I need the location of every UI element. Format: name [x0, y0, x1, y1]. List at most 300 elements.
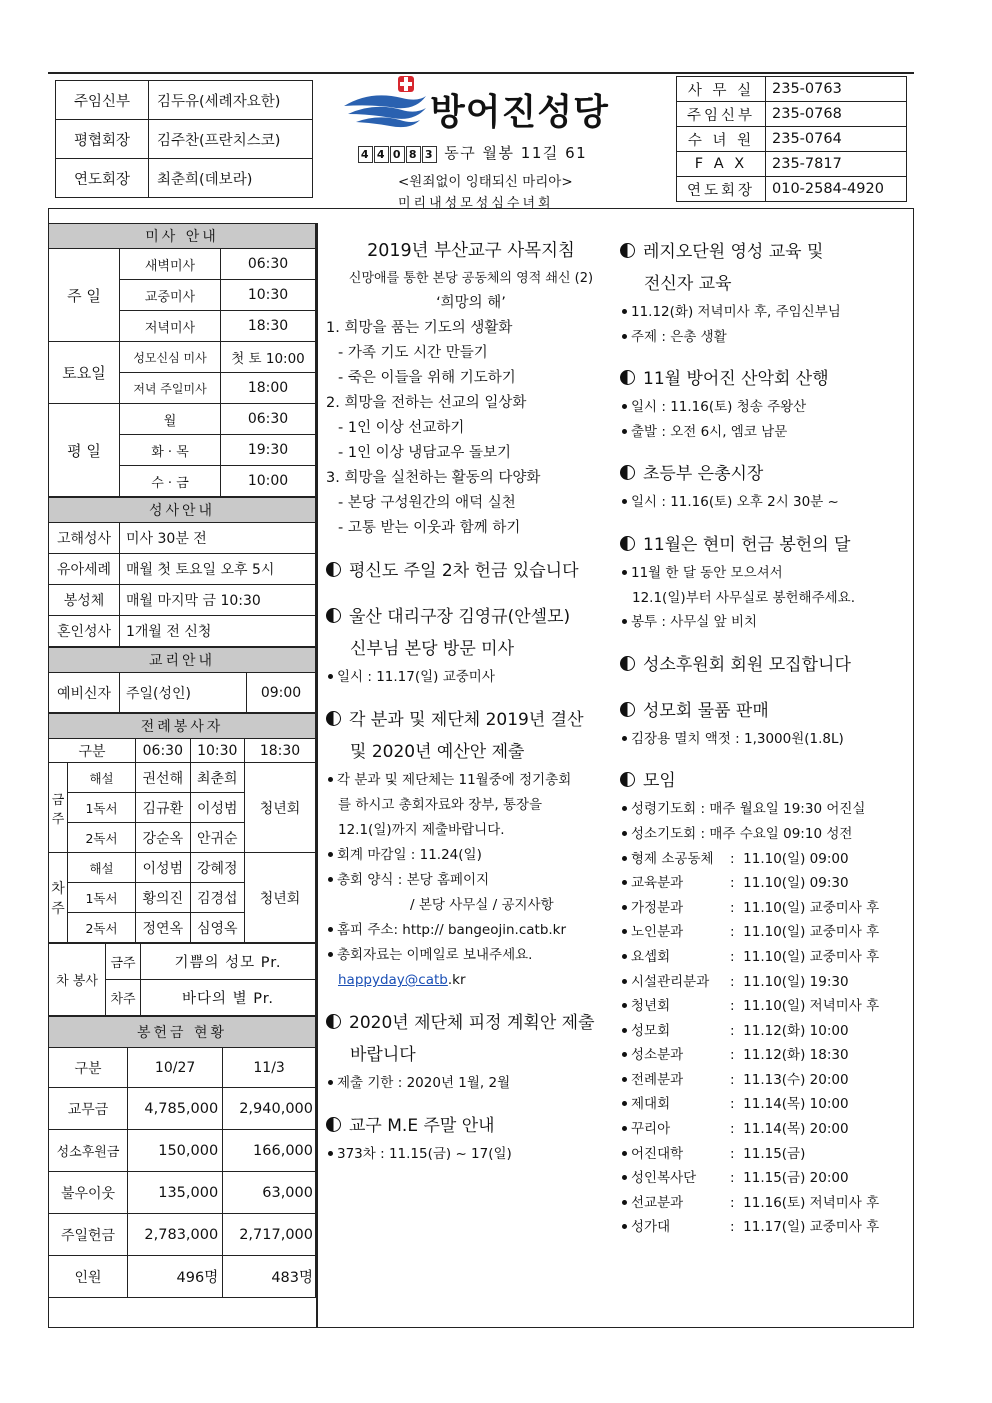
- half-circle-icon: [326, 1117, 341, 1132]
- mass-time: 18:00: [221, 373, 316, 404]
- notice-title: 레지오단원 영성 교육 및: [643, 242, 824, 262]
- notice-heading: [326, 1007, 616, 1039]
- notice-title-cont: 및 2020년 예산안 제출: [350, 742, 525, 762]
- meeting-group: 청년회: [631, 998, 671, 1015]
- church-logo-icon: [340, 76, 430, 130]
- bullet-icon: [328, 1080, 333, 1085]
- bullet-icon: [622, 1003, 627, 1008]
- servers-table: [48, 713, 316, 943]
- bullet: [620, 325, 910, 350]
- bullet-text: 총회자료는 이메일로 보내주세요.: [337, 947, 533, 963]
- guideline-subitem: - 본당 구성원간의 애덕 실천: [338, 495, 516, 511]
- offering-amount: 63,000: [223, 1172, 316, 1214]
- notice-title: 11월 방어진 산악회 산행: [643, 369, 829, 390]
- notice-heading: [620, 695, 910, 727]
- bullet-text: 12.1(일)부터 사무실로 봉헌해주세요.: [632, 589, 855, 606]
- value-pastor: 김두유(세례자요한): [149, 81, 313, 120]
- notice-title: 모임: [643, 771, 676, 792]
- meeting-group: 제대회: [631, 1096, 671, 1113]
- servers-col: 06:30: [136, 739, 190, 763]
- tea-group: 바다의 별 Pr.: [141, 980, 316, 1016]
- meeting-text: 성소기도회 : 매주 수요일 09:10 성전: [631, 825, 853, 842]
- doctrine-table: [48, 647, 316, 713]
- meeting-row: 선교분과 : 11.16(토) 저녁미사 후: [620, 1191, 910, 1216]
- server-name: 심영옥: [190, 913, 244, 943]
- server-name: 김규환: [136, 793, 190, 823]
- clergy-table: [55, 80, 313, 198]
- contact-label: 연도회장: [677, 177, 766, 202]
- sacrament-info: 매월 첫 토요일 오후 5시: [120, 554, 316, 585]
- mass-name: 저녁 주일미사: [120, 373, 221, 404]
- notice-title: 2020년 제단체 피정 계획안 제출: [349, 1013, 595, 1033]
- bullet-icon: [622, 1077, 627, 1082]
- tea-service-label: 차 봉사: [49, 944, 106, 1016]
- meeting-group: 요셉회: [631, 948, 671, 965]
- contact-table: [676, 76, 907, 202]
- meeting-group: 가정분과: [631, 899, 684, 916]
- server-role: 1독서: [68, 793, 136, 823]
- server-role: 해설: [68, 853, 136, 883]
- offering-amount: 2,783,000: [128, 1214, 223, 1256]
- sacrament-name: 혼인성사: [49, 616, 120, 647]
- half-circle-icon: [620, 370, 635, 385]
- meeting-time: 11.13(수) 20:00: [743, 1071, 849, 1088]
- bullet-text: 일시 : 11.17(일) 교중미사: [337, 669, 495, 685]
- contact-value: 010-2584-4920: [766, 177, 907, 202]
- pastoral-guideline-title: 2019년 부산교구 사목지침: [367, 241, 575, 261]
- label-pastor: 주임신부: [56, 81, 149, 120]
- contact-value: 235-0768: [766, 102, 907, 127]
- server-name: 최춘희: [190, 763, 244, 793]
- postcode-digit: 4: [358, 146, 373, 163]
- contact-label: 수 녀 원: [677, 127, 766, 152]
- tea-week: 금주: [106, 944, 141, 980]
- meeting-time: 11.14(목) 20:00: [743, 1121, 849, 1138]
- value-yeondo: 최춘희(데보라): [149, 159, 313, 198]
- meeting-row: 성모회 : 11.12(화) 10:00: [620, 1019, 910, 1044]
- homepage-url: 홈피 주소: http:// bangeojin.catb.kr: [337, 922, 567, 938]
- bullet-icon: [328, 877, 333, 882]
- bullet-text: 봉투 : 사무실 앞 비치: [631, 614, 758, 631]
- bullet: [326, 1071, 616, 1096]
- sacrament-name: 봉성체: [49, 585, 120, 616]
- bullet: [620, 610, 910, 635]
- half-circle-icon: [620, 465, 635, 480]
- meeting-list: [620, 847, 910, 1241]
- bullet-text: / 본당 사무실 / 공지사항: [410, 897, 554, 913]
- bullet: [620, 727, 910, 752]
- bullet: [620, 300, 910, 325]
- bullet-icon: [622, 736, 627, 741]
- bullet-text: 를 하시고 총회자료와 장부, 통장을: [338, 797, 543, 813]
- contact-value: 235-0764: [766, 127, 907, 152]
- bullet-icon: [622, 806, 627, 811]
- right-column: [620, 236, 910, 1240]
- bullet-icon: [622, 831, 627, 836]
- meeting-group: 성소분과: [631, 1047, 684, 1064]
- postcode-digit: 3: [422, 146, 437, 163]
- pastoral-guideline-sub: 신망애를 통한 본당 공동체의 영적 쇄신 (2): [348, 271, 594, 286]
- tea-service-table: [48, 943, 316, 1016]
- bullet-icon: [328, 1151, 333, 1156]
- meeting-time: 11.10(일) 교중미사 후: [743, 924, 880, 941]
- meeting-group: 노인분과: [631, 924, 684, 941]
- bullet-text: 일시 : 11.16(토) 청송 주왕산: [631, 399, 807, 416]
- offering-table: [48, 1016, 316, 1298]
- meeting-time: 11.12(화) 18:30: [743, 1047, 849, 1064]
- meeting-group: 어진대학: [631, 1145, 684, 1162]
- offering-item: 성소후원금: [49, 1130, 128, 1172]
- meeting-row: 성소분과 : 11.12(화) 18:30: [620, 1043, 910, 1068]
- offering-col: 11/3: [223, 1048, 316, 1088]
- church-name: 방어진성당: [430, 92, 609, 133]
- label-yeondo: 연도회장: [56, 159, 149, 198]
- contact-label: 사 무 실: [677, 77, 766, 102]
- bullet-icon: [622, 1224, 627, 1229]
- mass-time: 06:30: [221, 249, 316, 280]
- server-role: 1독서: [68, 883, 136, 913]
- doctrine-heading: 교리안내: [49, 648, 316, 673]
- bullet-text: 김장용 멸치 액젓 : 1,3000원(1.8L): [631, 730, 844, 747]
- server-name: 강혜정: [190, 853, 244, 883]
- sacrament-info: 1개월 전 신청: [120, 616, 316, 647]
- server-name: 안귀순: [190, 823, 244, 853]
- server-name: 권선해: [136, 763, 190, 793]
- meeting-row: 교육분과 : 11.10(일) 09:30: [620, 871, 910, 896]
- meeting-row: 시설관리분과 : 11.10(일) 19:30: [620, 970, 910, 995]
- middle-column: [326, 236, 616, 1167]
- email-link[interactable]: happyday@catb: [338, 972, 448, 988]
- bullet-icon: [622, 856, 627, 861]
- bullet: [620, 420, 910, 445]
- guideline-item: 3. 희망을 실천하는 활동의 다양화: [326, 470, 541, 486]
- notice-heading: [326, 1110, 616, 1142]
- this-week-label: 금주: [49, 763, 68, 853]
- catechumen-day: 주일(성인): [120, 673, 247, 713]
- bullet-icon: [622, 334, 627, 339]
- bullet: [326, 1142, 616, 1167]
- bullet-icon: [328, 852, 333, 857]
- meeting-time: 11.10(일) 저녁미사 후: [743, 998, 880, 1015]
- mass-time: 첫 토 10:00: [221, 342, 316, 373]
- mass-time: 10:00: [221, 466, 316, 497]
- postcode-digit: 0: [390, 146, 405, 163]
- meeting-time: 11.10(일) 09:00: [743, 850, 849, 867]
- mass-day: 수 · 금: [120, 466, 221, 497]
- bullet: [326, 943, 616, 968]
- bullet-text: 회계 마감일 : 11.24(일): [337, 847, 482, 863]
- next-week-label: 차주: [49, 853, 68, 943]
- bullet: [620, 561, 910, 586]
- mass-day: 월: [120, 404, 221, 435]
- meeting-text: 성령기도회 : 매주 월요일 19:30 어진실: [631, 801, 866, 818]
- offering-amount: 166,000: [223, 1130, 316, 1172]
- meeting-group: 선교분과: [631, 1194, 684, 1211]
- notice-title: 울산 대리구장 김영규(안셀모): [349, 607, 571, 627]
- guideline-subitem: - 고통 받는 이웃과 함께 하기: [338, 520, 521, 536]
- bullet-icon: [622, 1126, 627, 1131]
- offering-amount: 483명: [223, 1256, 316, 1298]
- notice-title: 평신도 주일 2차 헌금 있습니다: [349, 561, 579, 581]
- half-circle-icon: [326, 608, 341, 623]
- bullet-text: 일시 : 11.16(토) 오후 2시 30분 ~: [631, 494, 839, 511]
- half-circle-icon: [326, 562, 341, 577]
- column-divider: [316, 223, 318, 1328]
- bullet-icon: [622, 499, 627, 504]
- meeting-row: 청년회 : 11.10(일) 저녁미사 후: [620, 994, 910, 1019]
- server-name: 정연옥: [136, 913, 190, 943]
- meeting-time: 11.15(금): [743, 1145, 806, 1162]
- meeting-group: 성모회: [631, 1022, 671, 1039]
- bullet-icon: [622, 1151, 627, 1156]
- value-council: 김주찬(프란치스코): [149, 120, 313, 159]
- left-column: [48, 223, 316, 1298]
- bullet: [326, 843, 616, 868]
- patron-subtitle: <원죄없이 잉태되신 마리아>: [398, 174, 573, 190]
- bullet-text: 12.1(일)까지 제출바랍니다.: [338, 822, 505, 838]
- guideline-subitem: - 죽은 이들을 위해 기도하기: [338, 370, 516, 386]
- meeting-time: 11.10(일) 19:30: [743, 973, 849, 990]
- bullet-icon: [622, 979, 627, 984]
- notice-title: 성소후원회 회원 모집합니다: [643, 654, 851, 675]
- server-role: 2독서: [68, 823, 136, 853]
- bullet-icon: [622, 929, 627, 934]
- meeting-time: 11.10(일) 교중미사 후: [743, 948, 880, 965]
- email-suffix: .kr: [447, 972, 466, 988]
- meeting-row: 가정분과 : 11.10(일) 교중미사 후: [620, 896, 910, 921]
- meeting-row: 형제 소공동체 : 11.10(일) 09:00: [620, 847, 910, 872]
- top-rule: [48, 72, 914, 74]
- meeting-time: 11.16(토) 저녁미사 후: [743, 1194, 880, 1211]
- bullet-icon: [328, 674, 333, 679]
- bullet-icon: [622, 570, 627, 575]
- notice-title: 성모회 물품 판매: [643, 700, 769, 721]
- bullet-text: 총회 양식 : 본당 홈페이지: [337, 872, 490, 888]
- notice-heading: [620, 529, 910, 561]
- contact-label: F A X: [677, 152, 766, 177]
- bullet-text: 11.12(화) 저녁미사 후, 주임신부님: [631, 304, 841, 320]
- sacrament-heading: 성사안내: [49, 498, 316, 523]
- guideline-subitem: - 1인 이상 선교하기: [338, 420, 465, 436]
- mass-heading: 미사 안내: [49, 224, 316, 249]
- bullet-icon: [622, 1028, 627, 1033]
- notice-title: 초등부 은총시장: [643, 464, 764, 485]
- bullet-text: 출발 : 오전 6시, 엠코 남문: [631, 423, 788, 440]
- servers-heading: 전례봉사자: [49, 714, 316, 739]
- offering-item: 주일헌금: [49, 1214, 128, 1256]
- notice-title-cont: 전신자 교육: [644, 274, 732, 294]
- meeting-group: 성인복사단: [631, 1170, 697, 1187]
- offering-amount: 2,940,000: [223, 1088, 316, 1130]
- notice-heading: [326, 601, 616, 633]
- bullet: [326, 665, 616, 690]
- bullet-icon: [622, 954, 627, 959]
- sacrament-table: [48, 497, 316, 647]
- mass-time: 06:30: [221, 404, 316, 435]
- tea-week: 차주: [106, 980, 141, 1016]
- meeting-row: 요셉회 : 11.10(일) 교중미사 후: [620, 945, 910, 970]
- contact-value: 235-7817: [766, 152, 907, 177]
- sunday-label: 주 일: [49, 249, 120, 342]
- year-of-hope: ‘희망의 해’: [436, 295, 506, 311]
- tea-group: 기쁨의 성모 Pr.: [141, 944, 316, 980]
- bullet-icon: [622, 1175, 627, 1180]
- notice-title-cont: 신부님 본당 방문 미사: [350, 639, 515, 659]
- bullet-icon: [622, 1052, 627, 1057]
- mass-name: 성모신심 미사: [120, 342, 221, 373]
- servers-col: 10:30: [190, 739, 244, 763]
- server-name: 이성범: [190, 793, 244, 823]
- notice-heading: [620, 458, 910, 490]
- mass-day: 화 · 목: [120, 435, 221, 466]
- meeting-row: 꾸리아 : 11.14(목) 20:00: [620, 1117, 910, 1142]
- postcode-digit: 8: [406, 146, 421, 163]
- bullet: [326, 768, 616, 793]
- bullet-icon: [622, 309, 627, 314]
- guideline-subitem: - 1인 이상 냉담교우 돌보기: [338, 445, 511, 461]
- meeting-time: 11.10(일) 교중미사 후: [743, 899, 880, 916]
- bullet-icon: [328, 777, 333, 782]
- bullet-icon: [328, 952, 333, 957]
- offering-item: 교무금: [49, 1088, 128, 1130]
- sisters-subtitle: 미리내성모성심수녀회: [398, 196, 554, 211]
- bullet-icon: [622, 404, 627, 409]
- offering-col: 10/27: [128, 1048, 223, 1088]
- sacrament-name: 유아세례: [49, 554, 120, 585]
- notice-heading: [620, 363, 910, 395]
- bullet-icon: [622, 1200, 627, 1205]
- half-circle-icon: [620, 243, 635, 258]
- postcode-digit: 4: [374, 146, 389, 163]
- server-role: 2독서: [68, 913, 136, 943]
- bullet: [620, 490, 910, 515]
- offering-col: 구분: [49, 1048, 128, 1088]
- saturday-label: 토요일: [49, 342, 120, 404]
- server-role: 해설: [68, 763, 136, 793]
- offering-amount: 150,000: [128, 1130, 223, 1172]
- bullet: [620, 797, 910, 822]
- offering-amount: 496명: [128, 1256, 223, 1298]
- sacrament-name: 고해성사: [49, 523, 120, 554]
- guideline-item: 1. 희망을 품는 기도의 생활화: [326, 320, 513, 336]
- bullet-icon: [622, 905, 627, 910]
- notice-heading: [620, 765, 910, 797]
- mass-name: 저녁미사: [120, 311, 221, 342]
- meeting-group: 시설관리분과: [631, 973, 710, 990]
- meeting-row: 성인복사단 : 11.15(금) 20:00: [620, 1166, 910, 1191]
- catechumen-time: 09:00: [247, 673, 316, 713]
- meeting-group: 성가대: [631, 1219, 671, 1236]
- address: [358, 142, 587, 163]
- meeting-group: 형제 소공동체: [631, 850, 714, 867]
- bullet-icon: [622, 619, 627, 624]
- bullet-icon: [328, 927, 333, 932]
- evening-server: 청년회: [245, 763, 316, 853]
- bullet-icon: [622, 1101, 627, 1106]
- bullet: [326, 868, 616, 893]
- half-circle-icon: [620, 702, 635, 717]
- meeting-row: 성가대 : 11.17(일) 교중미사 후: [620, 1215, 910, 1240]
- bullet-text: 제출 기한 : 2020년 1월, 2월: [337, 1075, 511, 1091]
- server-name: 황의진: [136, 883, 190, 913]
- sacrament-info: 매월 마지막 금 10:30: [120, 585, 316, 616]
- contact-label: 주임신부: [677, 102, 766, 127]
- meeting-row: 어진대학 : 11.15(금): [620, 1142, 910, 1167]
- half-circle-icon: [620, 772, 635, 787]
- notice-title: 교구 M.E 주말 안내: [349, 1116, 495, 1136]
- bullet: [620, 822, 910, 847]
- bullet: [326, 918, 616, 943]
- half-circle-icon: [326, 1014, 341, 1029]
- offering-item: 불우이웃: [49, 1172, 128, 1214]
- offering-amount: 4,785,000: [128, 1088, 223, 1130]
- offering-item: 인원: [49, 1256, 128, 1298]
- notice-title-cont: 바랍니다: [350, 1045, 416, 1065]
- servers-col: 구분: [49, 739, 136, 763]
- bullet: [620, 395, 910, 420]
- notice-heading: [326, 555, 616, 587]
- catechumen-label: 예비신자: [49, 673, 120, 713]
- notice-title: 각 분과 및 제단체 2019년 결산: [349, 710, 584, 730]
- meeting-group: 전례분과: [631, 1071, 684, 1088]
- offering-amount: 135,000: [128, 1172, 223, 1214]
- meeting-time: 11.15(금) 20:00: [743, 1170, 849, 1187]
- notice-title: 11월은 현미 헌금 봉헌의 달: [643, 534, 851, 555]
- guideline-subitem: - 가족 기도 시간 만들기: [338, 345, 488, 361]
- label-council: 평협회장: [56, 120, 149, 159]
- mass-time: 19:30: [221, 435, 316, 466]
- half-circle-icon: [620, 656, 635, 671]
- meeting-row: 제대회 : 11.14(목) 10:00: [620, 1092, 910, 1117]
- bullet-text: 11월 한 달 동안 모으셔서: [631, 564, 783, 581]
- meeting-time: 11.17(일) 교중미사 후: [743, 1219, 880, 1236]
- meeting-row: 전례분과 : 11.13(수) 20:00: [620, 1068, 910, 1093]
- bullet-text: 373차 : 11.15(금) ~ 17(일): [337, 1146, 512, 1162]
- guideline-item: 2. 희망을 전하는 선교의 일상화: [326, 395, 527, 411]
- address-text: 동구 월봉 11길 61: [444, 144, 588, 162]
- offering-amount: 2,717,000: [223, 1214, 316, 1256]
- mass-name: 새벽미사: [120, 249, 221, 280]
- server-name: 김경섭: [190, 883, 244, 913]
- meeting-time: 11.12(화) 10:00: [743, 1022, 849, 1039]
- meeting-row: 노인분과 : 11.10(일) 교중미사 후: [620, 920, 910, 945]
- meeting-group: 꾸리아: [631, 1121, 671, 1138]
- notice-heading: [326, 704, 616, 736]
- half-circle-icon: [620, 536, 635, 551]
- server-name: 강순옥: [136, 823, 190, 853]
- contact-value: 235-0763: [766, 77, 907, 102]
- bullet-icon: [622, 429, 627, 434]
- meeting-time: 11.10(일) 09:30: [743, 875, 849, 892]
- bullet-icon: [622, 880, 627, 885]
- evening-server: 청년회: [245, 853, 316, 943]
- notice-heading: [620, 649, 910, 681]
- meeting-group: 교육분과: [631, 875, 684, 892]
- sacrament-info: 미사 30분 전: [120, 523, 316, 554]
- mass-time: 18:30: [221, 311, 316, 342]
- bullet-text: 각 분과 및 제단체는 11월중에 정기총회: [337, 772, 572, 788]
- servers-col: 18:30: [245, 739, 316, 763]
- offering-heading: 봉헌금 현황: [49, 1017, 316, 1048]
- weekday-label: 평 일: [49, 404, 120, 497]
- mass-name: 교중미사: [120, 280, 221, 311]
- mass-table: [48, 223, 316, 497]
- half-circle-icon: [326, 711, 341, 726]
- meeting-time: 11.14(목) 10:00: [743, 1096, 849, 1113]
- server-name: 이성범: [136, 853, 190, 883]
- notice-heading: [620, 236, 910, 268]
- mass-time: 10:30: [221, 280, 316, 311]
